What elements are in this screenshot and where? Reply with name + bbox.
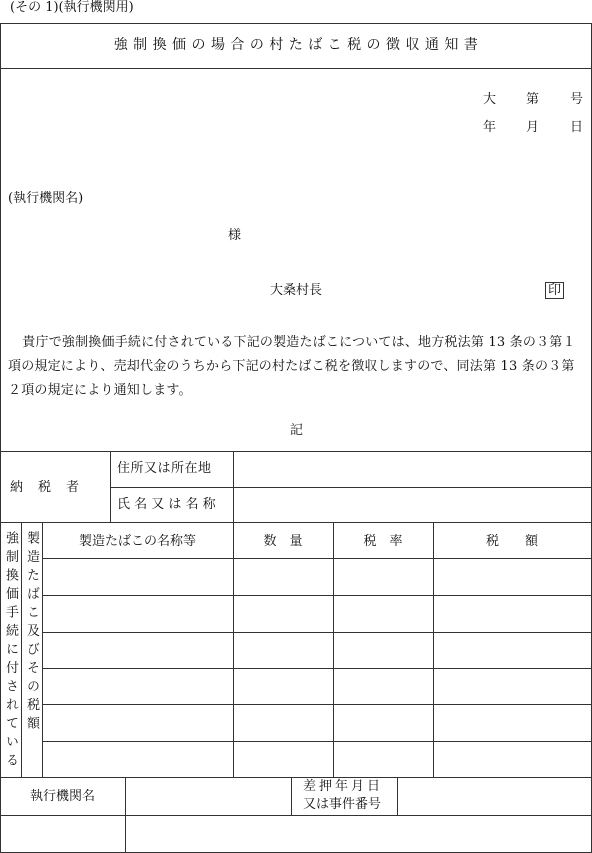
quantity-cell[interactable] bbox=[234, 705, 333, 741]
notice-body: 貴庁で強制換価手続に付されている下記の製造たばこについては、地方税法第 13 条の３第１項の規定により、売却代金のうちから下記の村たばこ税を徴収しますので、同法第 13 条の３第２項の規定により通知します。 bbox=[8, 335, 576, 398]
tax-amount-cell[interactable] bbox=[434, 705, 591, 741]
header-tax-amount: 税 額 bbox=[485, 534, 538, 549]
tax-amount-cell[interactable] bbox=[434, 633, 591, 668]
ki-mark: 記 bbox=[290, 423, 304, 438]
name-label: 氏 名 又 は 名 称 bbox=[117, 497, 216, 512]
issue-suffix: 号 bbox=[570, 92, 584, 107]
seal-mark: 印 bbox=[545, 282, 564, 299]
quantity-cell[interactable] bbox=[234, 633, 333, 668]
header-quantity: 数 量 bbox=[263, 534, 303, 549]
tax-rate-cell[interactable] bbox=[334, 596, 433, 632]
recipient-org-label: (執行機関名) bbox=[8, 191, 84, 206]
header-tax-rate: 税 率 bbox=[363, 534, 403, 549]
goods-name-cell[interactable] bbox=[43, 669, 233, 704]
tax-rate-cell[interactable] bbox=[334, 705, 433, 741]
goods-name-cell[interactable] bbox=[43, 596, 233, 632]
quantity-cell[interactable] bbox=[234, 559, 333, 595]
address-field[interactable] bbox=[234, 452, 591, 487]
issue-prefix: 大 bbox=[483, 92, 497, 107]
tax-amount-cell[interactable] bbox=[434, 669, 591, 704]
goods-side-label-1: 強制換価手続に付されている bbox=[3, 531, 18, 772]
tax-amount-cell[interactable] bbox=[434, 596, 591, 632]
quantity-cell[interactable] bbox=[234, 596, 333, 632]
issuer-name: 大桑村長 bbox=[270, 283, 323, 298]
agency-label: 執行機関名 bbox=[29, 789, 95, 804]
form-label: (その 1)(執行機関用) bbox=[10, 0, 134, 15]
quantity-cell[interactable] bbox=[234, 742, 333, 777]
date-year: 年 bbox=[483, 120, 497, 135]
header-goods-name: 製造たばこの名称等 bbox=[78, 534, 196, 549]
issue-middle: 第 bbox=[526, 92, 540, 107]
tax-amount-cell[interactable] bbox=[434, 742, 591, 777]
tax-rate-cell[interactable] bbox=[334, 633, 433, 668]
document-title: 強 制 換 価 の 場 合 の 村 た ば こ 税 の 徴 収 通 知 書 bbox=[113, 37, 479, 53]
goods-name-cell[interactable] bbox=[43, 705, 233, 741]
date-month: 月 bbox=[526, 120, 540, 135]
taxpayer-label: 納 税 者 bbox=[10, 480, 81, 495]
tax-rate-cell[interactable] bbox=[334, 669, 433, 704]
honorific: 様 bbox=[228, 228, 242, 243]
seizure-field[interactable] bbox=[398, 778, 591, 814]
name-field[interactable] bbox=[234, 488, 591, 522]
seizure-label-2: 又は事件番号 bbox=[303, 797, 382, 812]
quantity-cell[interactable] bbox=[234, 669, 333, 704]
goods-side-label-2: 製造たばこ及びその税額 bbox=[24, 531, 39, 735]
goods-name-cell[interactable] bbox=[43, 559, 233, 595]
goods-name-cell[interactable] bbox=[43, 633, 233, 668]
tax-rate-cell[interactable] bbox=[334, 559, 433, 595]
goods-name-cell[interactable] bbox=[43, 742, 233, 777]
tax-rate-cell[interactable] bbox=[334, 742, 433, 777]
tax-amount-cell[interactable] bbox=[434, 559, 591, 595]
date-day: 日 bbox=[570, 120, 584, 135]
seizure-label-1: 差押年月日 bbox=[303, 779, 384, 794]
address-label: 住所又は所在地 bbox=[117, 461, 212, 476]
agency-field[interactable] bbox=[126, 778, 290, 814]
